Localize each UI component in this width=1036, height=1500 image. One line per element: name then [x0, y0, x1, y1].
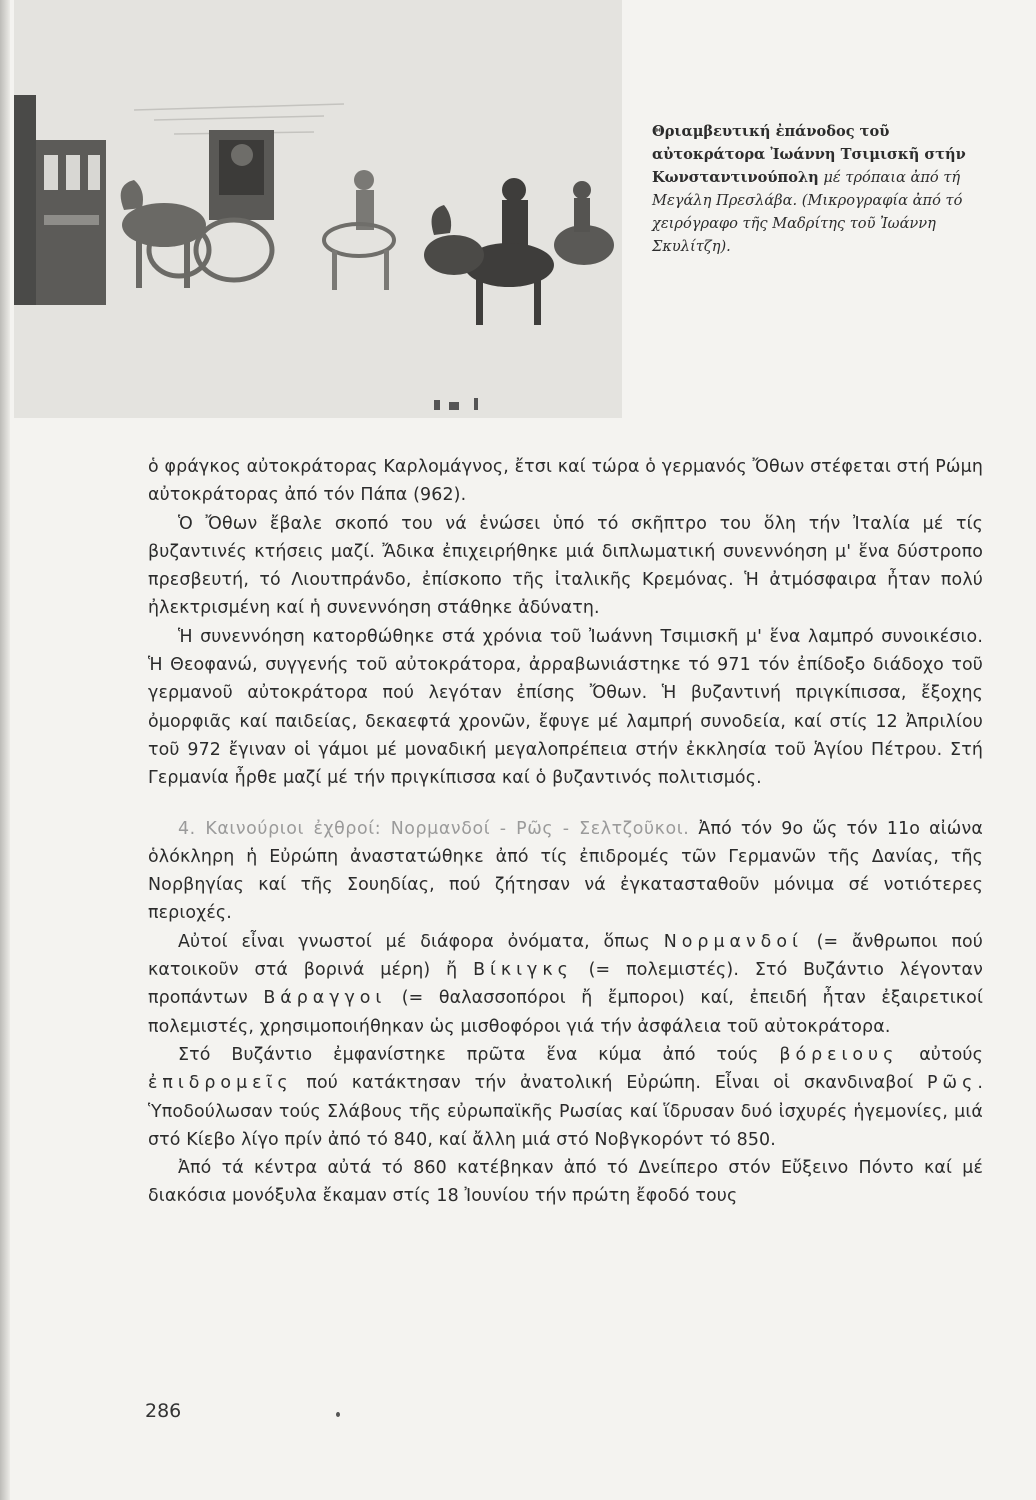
paragraph-5	[148, 928, 983, 1041]
term-vikings: Βίκιγκς	[473, 960, 573, 981]
p5-text-c: (= πολεμιστές). Στό Βυζάντιο λέγονταν προπάντων	[148, 960, 983, 1009]
paragraph-3: Ἡ συνεννόηση κατορθώθηκε στά χρόνια τοῦ Ἰωάννη Τσιμισκῆ μ' ἕνα λαμπρό συνοικέσιο. Ἡ Θεοφανώ, συγγενής τοῦ αὐτοκράτορα, ἀρραβωνιάστηκε τό 971 τόν ἐπίδοξο διάδοχο τοῦ γερμανοῦ αὐτοκράτορα πού λεγόταν ἐπίσης Ὄθων. Ἡ βυζαντινή πριγκίπισσα, ἔξοχης ὀμορφιᾶς καί παιδείας, δεκαεφτά χρονῶν, ἔφυγε μέ λαμπρή συνοδεία, καί στίς 12 Ἀπριλίου τοῦ 972 ἔγιναν οἱ γάμοι μέ μοναδική μεγαλοπρέπεια στήν ἐκκλησία τοῦ Ἁγίου Πέτρου. Στή Γερμανία ἦρθε μαζί μέ τήν πριγκίπισσα καί ὁ βυζαντινός πολιτισμός.	[148, 626, 983, 789]
paragraph-7: Ἀπό τά κέντρα αὐτά τό 860 κατέβηκαν ἀπό τό Δνείπερο στόν Εὔξεινο Πόντο καί μέ διακόσια μονόξυλα ἔκαμαν στίς 18 Ἰουνίου τήν πρώτη ἔφοδό τους	[148, 1158, 983, 1207]
p5-text-a: Αὐτοί εἶναι γνωστοί μέ διάφορα ὀνόματα, ὅπως	[178, 931, 664, 952]
p5-text-d: (= θαλασσοπόροι ἤ ἔμποροι) καί, ἐπειδή ἦταν ἐξαιρετικοί πολεμιστές, χρησιμοποιήθηκαν ὡς μισθοφόροι γιά τήν ἀσφάλεια τοῦ αὐτοκράτορα.	[148, 988, 983, 1037]
p6-text-d: . Ὑποδούλωσαν τούς Σλάβους τῆς εὐρωπαϊκῆς Ρωσίας καί ἵδρυσαν δυό ἰσχυρές ἡγεμονίες, μιά στό Κίεβο λίγο πρίν ἀπό τό 840, καί ἄλλη μιά στό Νοβγκορόντ τό 850.	[148, 1073, 983, 1150]
p6-text-c: πού κατάκτησαν τήν ἀνατολική Εὐρώπη. Εἶναι οἱ σκανδιναβοί	[292, 1073, 928, 1094]
paragraph-1: ὁ φράγκος αὐτοκράτορας Καρλομάγνος, ἔτσι καί τώρα ὁ γερμανός Ὄθων στέφεται στή Ρώμη αὐτοκράτορας ἀπό τόν Πάπα (962).	[148, 457, 983, 506]
paragraph-4-text: Ἀπό τόν 9ο ὥς τόν 11ο αἰώνα ὁλόκληρη ἡ Εὐρώπη ἀναστατώθηκε ἀπό τίς ἐπιδρομές τῶν Γερμανῶν τῆς Δανίας, τῆς Νορβηγίας καί τῆς Σουηδίας, πού ζήτησαν νά ἐγκατασταθοῦν μόνιμα σέ νοτιότερες περιοχές.	[148, 818, 983, 924]
paragraph-6	[148, 1041, 983, 1154]
term-voreious: βόρειους	[779, 1044, 899, 1065]
print-dot	[336, 1412, 340, 1417]
page-edge	[0, 0, 10, 1500]
p5-text-b: (= ἄνθρωποι πού κατοικοῦν στά βορινά μέρη) ἤ	[148, 931, 983, 981]
p6-text-a: Στό Βυζάντιο ἐμφανίστηκε πρῶτα ἕνα κύμα ἀπό τούς	[178, 1044, 780, 1065]
p6-text-b: αὐτούς	[898, 1044, 983, 1065]
paragraph-2: Ὁ Ὄθων ἔβαλε σκοπό του νά ἑνώσει ὑπό τό σκῆπτρο του ὅλη τήν Ἰταλία μέ τίς βυζαντινές κτήσεις μαζί. Ἄδικα ἐπιχειρήθηκε μιά διπλωματική συνεννόηση μ' ἕνα δύστροπο πρεσβευτή, τό Λιουτπράνδο, ἐπίσκοπο τῆς ἰταλικῆς Κρεμόνας. Ἡ ἀτμόσφαιρα ἦταν πολύ ἠλεκτρισμένη καί ἡ συνεννόηση στάθηκε ἀδύνατη.	[148, 513, 983, 619]
manuscript-miniature	[14, 0, 622, 418]
paragraph-4	[148, 815, 983, 928]
term-normandoi: Νορμανδοί	[663, 931, 803, 952]
section-heading: 4. Καινούριοι ἐχθροί: Νορμανδοί - Ρῶς - Σελτζοῦκοι.	[178, 818, 690, 839]
body-text	[148, 453, 983, 1211]
term-ros: Ρῶς	[927, 1073, 978, 1094]
caption-title: Θριαμβευτική ἐπάνοδος τοῦ αὐτοκράτορα Ἰωάννη Τσιμισκῆ στήν Κωνσταντινούπολη	[652, 123, 966, 186]
term-varangoi: Βάραγγοι	[263, 988, 387, 1009]
illustration-caption	[652, 120, 997, 258]
term-epidromeis: ἐπιδρομεῖς	[148, 1073, 293, 1094]
caption-detail: μέ τρόπαια ἀπό τή Μεγάλη Πρεσλάβα. (Μικρογραφία ἀπό τό χειρόγραφο τῆς Μαδρίτης τοῦ Ἰωάννη Σκυλίτζη).	[652, 169, 963, 255]
page-number: 286	[145, 1400, 182, 1422]
